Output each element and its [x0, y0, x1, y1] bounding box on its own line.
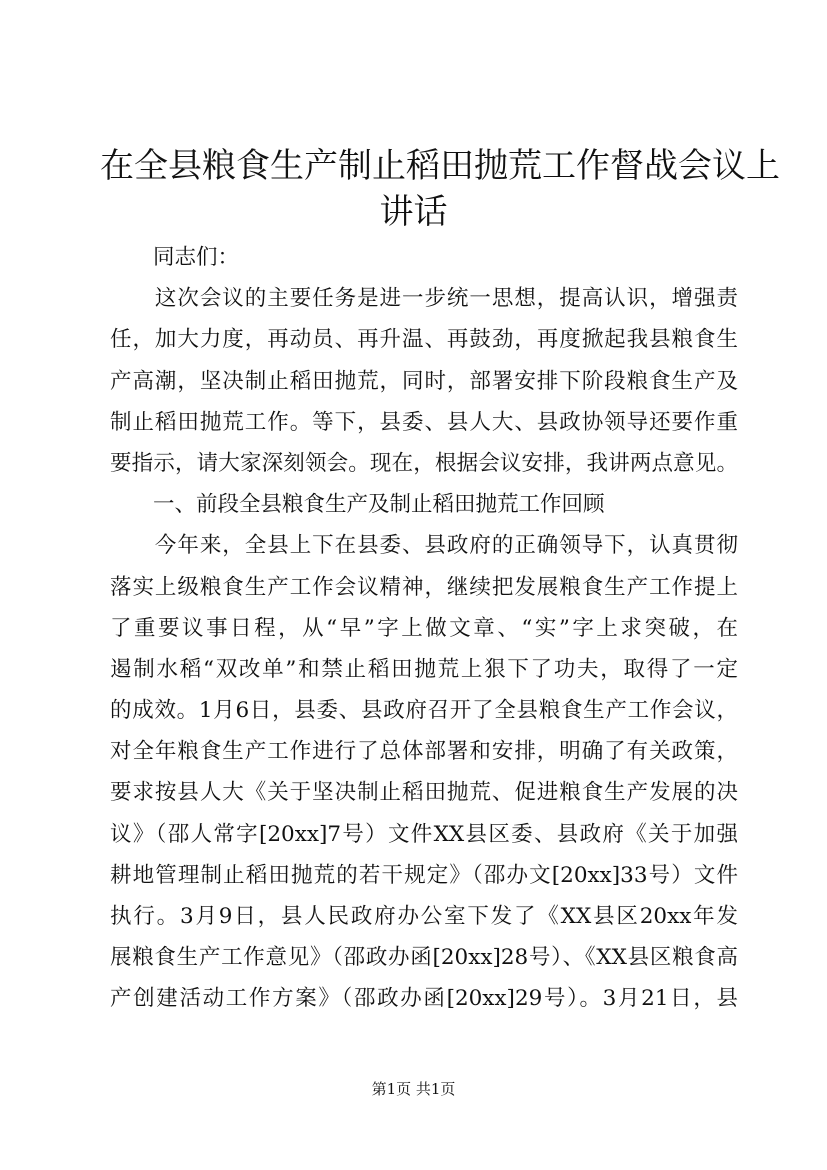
body-line: 执行。3月9日，县人民政府办公室下发了《XX县区20xx年发 — [110, 904, 738, 929]
document-title — [100, 143, 780, 235]
body-line: 对全年粮食生产工作进行了总体部署和安排，明确了有关政策， — [110, 739, 738, 765]
body-line: 这次会议的主要任务是进一步统一思想，提高认识，增强责 — [110, 286, 738, 312]
body-line: 了重要议事日程，从“早”字上做文章、“实”字上求突破，在 — [110, 615, 738, 641]
body-line: 议》（邵人常字[20xx]7号）文件XX县区委、县政府《关于加强 — [110, 821, 738, 847]
body-line: 同志们： — [110, 245, 240, 270]
body-line: 要指示，请大家深刻领会。现在，根据会议安排，我讲两点意见。 — [110, 450, 738, 476]
document-body — [110, 237, 738, 1020]
body-line: 产高潮，坚决制止稻田抛荒，同时，部署安排下阶段粮食生产及 — [110, 368, 738, 394]
page-footer: 第1页 共1页 — [371, 1080, 456, 1098]
body-line: 的成效。1月6日，县委、县政府召开了全县粮食生产工作会议， — [110, 698, 738, 724]
body-line: 一、前段全县粮食生产及制止稻田抛荒工作回顾 — [110, 492, 605, 518]
body-line: 制止稻田抛荒工作。等下，县委、县人大、县政协领导还要作重 — [110, 409, 738, 435]
body-line: 遏制水稻“双改单”和禁止稻田抛荒上狠下了功夫，取得了一定 — [110, 656, 738, 682]
title-line-1: 在全县粮食生产制止稻田抛荒工作督战会议上 — [100, 146, 780, 186]
body-line: 产创建活动工作方案》（邵政办函[20xx]29号）。3月21日，县 — [110, 986, 738, 1012]
body-line: 落实上级粮食生产工作会议精神，继续把发展粮食生产工作提上 — [110, 574, 738, 600]
title-line-2: 讲话 — [379, 192, 448, 232]
body-line: 今年来，全县上下在县委、县政府的正确领导下，认真贯彻 — [110, 533, 738, 559]
body-line: 要求按县人大《关于坚决制止稻田抛荒、促进粮食生产发展的决 — [110, 780, 738, 806]
body-line: 任，加大力度，再动员、再升温、再鼓劲，再度掀起我县粮食生 — [110, 327, 738, 353]
body-line: 展粮食生产工作意见》（邵政办函[20xx]28号）、《XX县区粮食高 — [110, 945, 738, 971]
body-line: 耕地管理制止稻田抛荒的若干规定》（邵办文[20xx]33号）文件 — [110, 862, 738, 888]
